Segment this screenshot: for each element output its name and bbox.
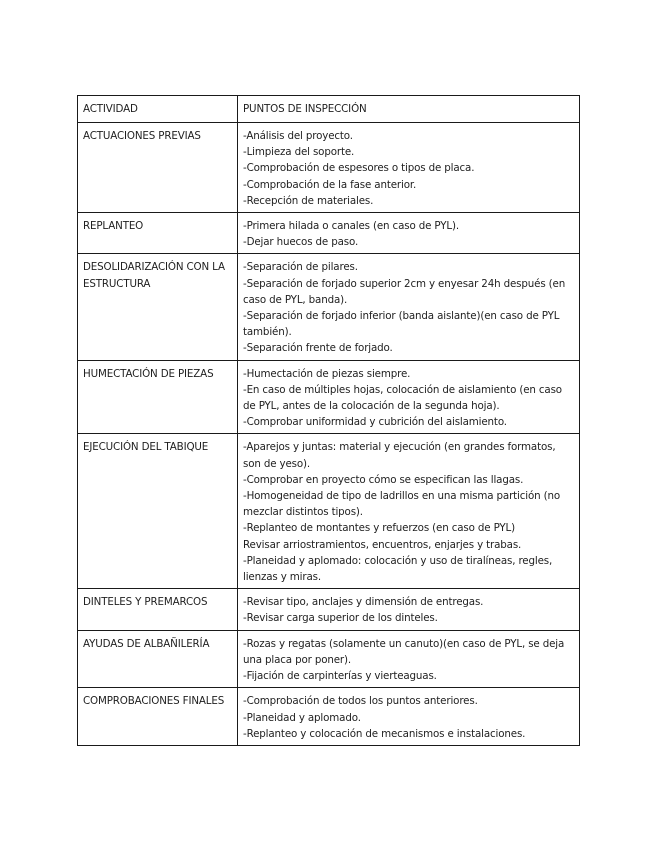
activity-cell: [78, 434, 238, 589]
inspection-point: -Replanteo y colocación de mecanismos e instalaciones.: [243, 727, 526, 740]
inspection-point: -Análisis del proyecto.: [243, 130, 353, 142]
inspection-point: -Planeidad y aplomado: colocación y uso de tiralíneas, regles, lienzas y miras.: [243, 554, 553, 584]
inspection-table: [77, 95, 580, 746]
activity-cell: [78, 123, 238, 213]
inspection-point: -En caso de múltiples hojas, colocación de aislamiento (en caso de PYL, antes de la colocación de la segunda hoja).: [243, 383, 562, 413]
activity-cell: [78, 360, 238, 434]
inspection-point: -Planeidad y aplomado.: [243, 711, 361, 724]
activity-label: HUMECTACIÓN DE PIEZAS: [83, 367, 214, 380]
inspection-point: -Separación frente de forjado.: [243, 342, 393, 355]
inspection-point: -Separación de forjado inferior (banda aislante)(en caso de PYL también).: [243, 310, 560, 339]
inspection-point: -Fijación de carpinterías y vierteaguas.: [243, 670, 437, 683]
inspection-points-cell: [238, 213, 580, 254]
inspection-point: -Comprobar uniformidad y cubrición del aislamiento.: [243, 416, 507, 429]
inspection-point: -Replanteo de montantes y refuerzos (en caso de PYL): [243, 522, 516, 535]
activity-cell: [78, 254, 238, 360]
inspection-point: -Primera hilada o canales (en caso de PYL).: [243, 220, 459, 233]
inspection-points-cell: [238, 589, 580, 630]
inspection-points-cell: [238, 360, 580, 434]
inspection-point: -Revisar tipo, anclajes y dimensión de entregas.: [243, 596, 484, 609]
activity-label: DESOLIDARIZACIÓN CON LA ESTRUCTURA: [83, 261, 225, 290]
inspection-points-list: [243, 366, 574, 431]
table-row: [78, 589, 580, 630]
activity-cell: [78, 213, 238, 254]
inspection-points-cell: [238, 123, 580, 213]
inspection-points-list: [243, 693, 574, 742]
activity-cell: [78, 589, 238, 630]
inspection-point: -Recepción de materiales.: [243, 194, 374, 207]
inspection-point: -Comprobación de espesores o tipos de placa.: [243, 162, 475, 175]
table-body: [78, 96, 580, 746]
table-row: [78, 360, 580, 434]
table-row: [78, 630, 580, 688]
activity-label: REPLANTEO: [83, 220, 144, 233]
inspection-point: -Aparejos y juntas: material y ejecución (en grandes formatos, son de yeso).: [243, 441, 556, 470]
activity-label: COMPROBACIONES FINALES: [83, 695, 225, 708]
inspection-point: -Homogeneidad de tipo de ladrillos en una misma partición (no mezclar distintos tipos).: [243, 490, 561, 519]
inspection-points-list: [243, 218, 574, 250]
header-activity-cell: ACTIVIDAD: [78, 96, 238, 123]
activity-label: DINTELES Y PREMARCOS: [83, 596, 208, 609]
table-row: [78, 434, 580, 589]
table-row: [78, 123, 580, 213]
inspection-point: -Rozas y regatas (solamente un canuto)(en caso de PYL, se deja una placa por poner).: [243, 637, 565, 666]
inspection-points-list: [243, 439, 574, 585]
activity-label: AYUDAS DE ALBAÑILERÍA: [83, 637, 210, 650]
inspection-points-list: [243, 594, 574, 626]
inspection-points-cell: [238, 434, 580, 589]
inspection-point: -Humectación de piezas siempre.: [243, 367, 411, 380]
inspection-point: Revisar arriostramientos, encuentros, enjarjes y trabas.: [243, 538, 522, 551]
table-header-row: [78, 96, 580, 123]
table-row: [78, 254, 580, 360]
inspection-points-list: [243, 128, 574, 209]
inspection-point: -Limpieza del soporte.: [243, 146, 355, 159]
activity-cell: [78, 630, 238, 688]
inspection-point: -Revisar carga superior de los dinteles.: [243, 612, 438, 625]
inspection-point: -Comprobación de la fase anterior.: [243, 178, 417, 191]
inspection-points-cell: [238, 254, 580, 360]
table-row: [78, 213, 580, 254]
inspection-point: -Comprobación de todos los puntos anteriores.: [243, 695, 478, 708]
inspection-points-cell: [238, 630, 580, 688]
activity-label: EJECUCIÓN DEL TABIQUE: [83, 441, 209, 454]
header-points-cell: PUNTOS DE INSPECCIÓN: [238, 96, 580, 123]
inspection-point: -Separación de forjado superior 2cm y enyesar 24h después (en caso de PYL, banda).: [243, 277, 566, 306]
inspection-points-list: [243, 259, 574, 356]
inspection-points-list: [243, 636, 574, 685]
inspection-point: -Separación de pilares.: [243, 261, 358, 274]
inspection-point: -Comprobar en proyecto cómo se especifican las llagas.: [243, 473, 524, 486]
table-row: [78, 688, 580, 746]
activity-label: ACTUACIONES PREVIAS: [83, 130, 201, 142]
inspection-point: -Dejar huecos de paso.: [243, 236, 359, 249]
activity-cell: [78, 688, 238, 746]
inspection-points-cell: [238, 688, 580, 746]
